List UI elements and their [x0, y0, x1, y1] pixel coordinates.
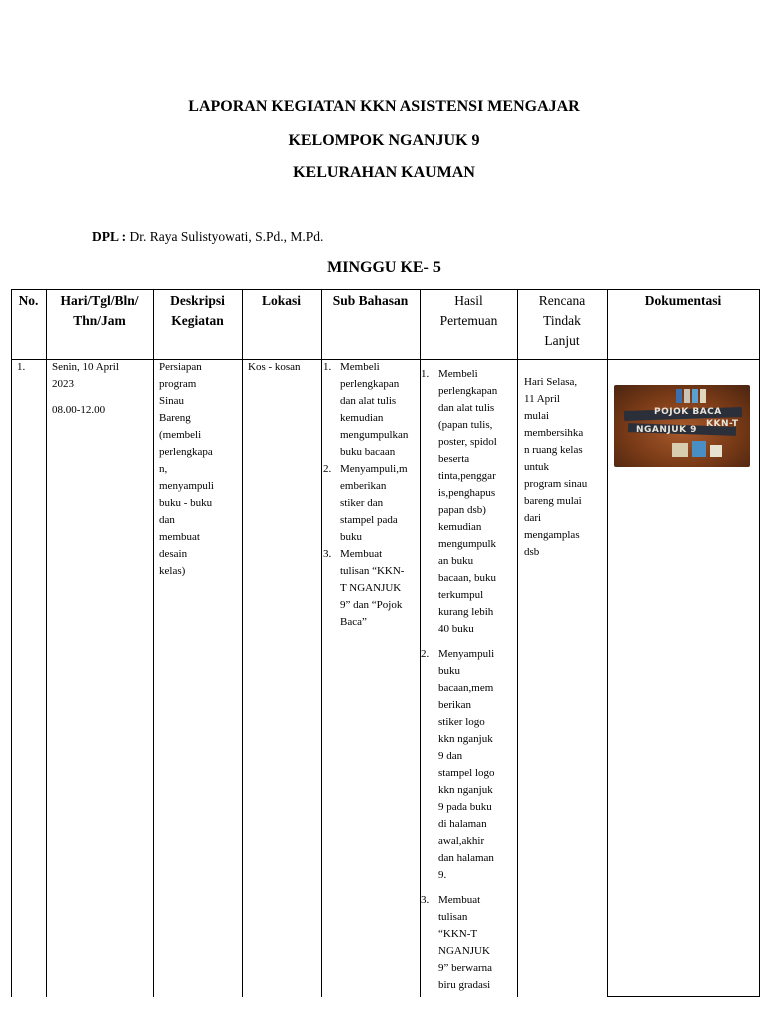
list-item-line: kkn nganjuk: [438, 733, 493, 745]
list-item-line: Membeli: [438, 368, 478, 380]
header-description-line1: Deskripsi: [170, 293, 225, 308]
header-plan-line1: Rencana: [538, 293, 586, 308]
row-sub-topics: [323, 359, 420, 631]
list-item-line: 9” berwarna: [438, 962, 493, 974]
header-description-line2: Kegiatan: [171, 313, 224, 328]
list-item: [323, 461, 420, 546]
header-no: No.: [18, 293, 39, 308]
list-item-line: tinta,penggar: [438, 470, 496, 482]
photo-text-pojok-baca: POJOK BACA: [654, 407, 722, 417]
list-item-line: kemudian: [340, 412, 384, 424]
list-item-line: T NGANJUK: [340, 582, 402, 594]
description-line: membuat: [159, 531, 200, 543]
description-line: (membeli: [159, 429, 202, 441]
description-line: buku - buku: [159, 497, 213, 509]
list-item-line: bacaan, buku: [438, 572, 497, 584]
week-heading: MINGGU KE- 5: [327, 259, 441, 276]
list-item: [323, 359, 420, 461]
plan-line: untuk: [524, 461, 550, 473]
documentation-photo: [614, 385, 750, 467]
list-item-line: buku: [438, 665, 460, 677]
list-item-line: terkumpul: [438, 589, 484, 601]
header-location: Lokasi: [261, 293, 302, 308]
header-date: [46, 291, 153, 331]
plan-line: membersihka: [524, 427, 584, 439]
row-date-line2: 2023: [52, 378, 74, 390]
list-item-line: awal,akhir: [438, 835, 485, 847]
description-line: Sinau: [159, 395, 185, 407]
list-item-line: stampel logo: [438, 767, 495, 779]
header-documentation: Dokumentasi: [644, 293, 722, 308]
list-number: 1.: [323, 361, 332, 373]
header-date-line2: Thn/Jam: [73, 313, 126, 328]
list-item-line: Baca”: [340, 616, 367, 628]
row-location: Kos - kosan: [248, 361, 301, 373]
plan-line: n ruang kelas: [524, 444, 583, 456]
list-item-line: (papan tulis,: [438, 419, 493, 431]
list-item-line: dan alat tulis: [340, 395, 397, 407]
row-results: [421, 366, 517, 994]
plan-line: program sinau: [524, 478, 588, 490]
list-item-line: 9 dan: [438, 750, 463, 762]
list-item-line: di halaman: [438, 818, 487, 830]
plan-line: 11 April: [524, 393, 560, 405]
list-item-line: kkn nganjuk: [438, 784, 493, 796]
header-result-line2: Pertemuan: [439, 313, 498, 328]
list-number: 3.: [323, 548, 332, 560]
list-item-line: Menyampuli,m: [340, 463, 408, 475]
list-item-line: berikan: [438, 699, 471, 711]
description-line: kelas): [159, 565, 186, 577]
list-item-line: mengumpulk: [438, 538, 497, 550]
list-item-line: tulisan: [438, 911, 468, 923]
row-follow-up-plan: [524, 374, 606, 561]
report-title: LAPORAN KEGIATAN KKN ASISTENSI MENGAJAR: [188, 98, 580, 115]
description-line: program: [159, 378, 197, 390]
list-number: 2.: [421, 648, 430, 660]
list-item-line: stiker dan: [340, 497, 384, 509]
header-plan-line3: Lanjut: [544, 333, 580, 348]
list-item-line: 9” dan “Pojok: [340, 599, 403, 611]
list-number: 3.: [421, 894, 430, 906]
header-result-line1: Hasil: [454, 293, 483, 308]
list-item-line: Menyampuli: [438, 648, 495, 660]
list-item: [421, 366, 517, 638]
list-item-line: is,penghapus: [438, 487, 496, 499]
list-item-line: buku bacaan: [340, 446, 396, 458]
list-item-line: dan halaman: [438, 852, 494, 864]
header-plan-line2: Tindak: [543, 313, 581, 328]
list-item-line: bacaan,mem: [438, 682, 494, 694]
list-item-line: buku: [340, 531, 362, 543]
plan-line: dsb: [524, 546, 540, 558]
dpl-name: Dr. Raya Sulistyowati, S.Pd., M.Pd.: [129, 229, 324, 244]
row-number: 1.: [17, 361, 26, 373]
list-item-line: biru gradasi: [438, 979, 491, 991]
header-date-line1: Hari/Tgl/Bln/: [60, 293, 139, 308]
plan-line: dari: [524, 512, 542, 524]
photo-text-nganjuk: NGANJUK 9: [636, 425, 697, 435]
header-description: [153, 291, 242, 331]
photo-text-kkn-t: KKN-T: [706, 419, 739, 429]
description-line: dan: [159, 514, 175, 526]
list-number: 1.: [421, 368, 430, 380]
description-line: desain: [159, 548, 188, 560]
list-item-line: stampel pada: [340, 514, 398, 526]
list-item: [323, 546, 420, 631]
description-line: Bareng: [159, 412, 191, 424]
list-item-line: beserta: [438, 453, 470, 465]
description-line: perlengkapa: [159, 446, 213, 458]
list-item: [421, 646, 517, 884]
list-item-line: perlengkapan: [340, 378, 400, 390]
village-title: KELURAHAN KAUMAN: [293, 164, 475, 181]
list-item-line: Membuat: [438, 894, 481, 906]
list-item: [421, 892, 517, 994]
list-item-line: 40 buku: [438, 623, 474, 635]
list-item-line: stiker logo: [438, 716, 485, 728]
list-item-line: mengumpulkan: [340, 429, 409, 441]
list-item-line: perlengkapan: [438, 385, 498, 397]
group-title: KELOMPOK NGANJUK 9: [288, 132, 480, 149]
list-item-line: 9.: [438, 869, 447, 881]
plan-line: mengamplas: [524, 529, 580, 541]
list-item-line: kurang lebih: [438, 606, 494, 618]
dpl-line: [92, 229, 323, 245]
list-item-line: emberikan: [340, 480, 387, 492]
description-line: Persiapan: [159, 361, 202, 373]
list-item-line: “KKN-T: [438, 928, 478, 940]
list-item-line: NGANJUK: [438, 945, 490, 957]
list-item-line: an buku: [438, 555, 474, 567]
sub-topic-list: [323, 359, 420, 631]
description-line: menyampuli: [159, 480, 214, 492]
row-time: 08.00-12.00: [52, 404, 106, 416]
result-list: [421, 366, 517, 994]
plan-line: bareng mulai: [524, 495, 582, 507]
row-description: [159, 359, 241, 580]
row-date: [52, 359, 152, 419]
list-item-line: kemudian: [438, 521, 482, 533]
list-item-line: dan alat tulis: [438, 402, 495, 414]
list-item-line: 9 pada buku: [438, 801, 492, 813]
list-item-line: Membuat: [340, 548, 383, 560]
header-plan: [517, 291, 607, 351]
header-sub-topic: Sub Bahasan: [332, 293, 409, 308]
list-number: 2.: [323, 463, 332, 475]
header-result: [420, 291, 517, 331]
list-item-line: Membeli: [340, 361, 380, 373]
plan-line: Hari Selasa,: [524, 376, 578, 388]
row-date-line1: Senin, 10 April: [52, 361, 119, 373]
dpl-label: DPL :: [92, 229, 127, 244]
list-item-line: tulisan “KKN-: [340, 565, 405, 577]
list-item-line: papan dsb): [438, 504, 486, 516]
list-item-line: poster, spidol: [438, 436, 497, 448]
plan-line: mulai: [524, 410, 550, 422]
description-line: n,: [159, 463, 168, 475]
